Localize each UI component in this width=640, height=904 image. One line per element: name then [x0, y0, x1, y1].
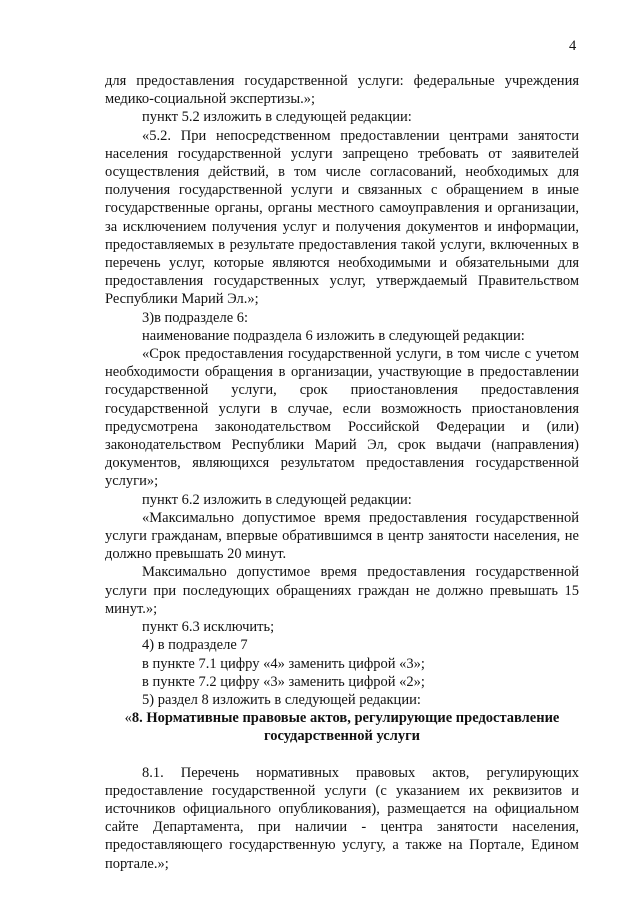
heading-text: 8. Нормативные правовые актов, регулирующие предоставление государственной услуги — [131, 710, 560, 745]
blank-line — [105, 746, 579, 764]
paragraph: Максимально допустимое время предоставления государственной услуги при последующих обращениях граждан не должно превышать 15 минут.»; — [105, 564, 579, 617]
document-body — [105, 72, 579, 873]
paragraph: «Срок предоставления государственной услуги, в том числе с учетом необходимости обращения в организации, участвующие в предоставлении государственной услуги, срок приостановления предоставления государственной услуги в случае, если возможность приостановления предусмотрена законодательством Российской Федерации и (или) законодательством Республики Марий Эл, срок выдачи (направления) документов, являющихся результатом предоставления государственной услуги»; — [105, 346, 579, 490]
paragraph: в пункте 7.1 цифру «4» заменить цифрой «3»; — [142, 655, 425, 672]
paragraph: 3)в подразделе 6: — [142, 309, 249, 326]
paragraph: 4) в подразделе 7 — [142, 637, 248, 654]
section-heading — [105, 709, 579, 745]
paragraph: наименование подраздела 6 изложить в следующей редакции: — [142, 327, 525, 344]
paragraph: для предоставления государственной услуги: федеральные учреждения медико-социальной экспертизы.»; — [105, 73, 579, 108]
heading-quote-mark: « — [124, 710, 132, 727]
page-number: 4 — [569, 38, 577, 54]
paragraph: пункт 6.2 изложить в следующей редакции: — [142, 491, 412, 508]
paragraph: «5.2. При непосредственном предоставлении центрами занятости населения государственной услуги запрещено требовать от заявителей осуществления действий, в том числе согласований, необходимых для получения государственной услуги и связанных с обращением в иные государственные органы, органы местного самоуправления и организации, за исключением получения услуг и получения документов и информации, предоставляемых в результате предоставления такой услуги, включенных в перечень услуг, которые являются необходимыми и обязательными для предоставления государственных услуг, утверждаемый Правительством Республики Марий Эл.»; — [105, 127, 579, 308]
paragraph: в пункте 7.2 цифру «3» заменить цифрой «2»; — [142, 673, 425, 690]
closing-paragraph: 8.1. Перечень нормативных правовых актов, регулирующих предоставление государственной услуги (с указанием их реквизитов и источников официального опубликования), размещается на официальном сайте Департамента, при наличии - центра занятости населения, предоставляющего государственную услугу, а также на Портале, Едином портале.»; — [105, 764, 579, 872]
paragraph: пункт 6.3 исключить; — [142, 619, 275, 636]
paragraph: «Максимально допустимое время предоставления государственной услуги гражданам, впервые обратившимся в центр занятости населения, не должно превышать 20 минут. — [105, 509, 579, 563]
paragraph: 5) раздел 8 изложить в следующей редакции: — [142, 691, 421, 708]
paragraph: пункт 5.2 изложить в следующей редакции: — [142, 109, 412, 126]
